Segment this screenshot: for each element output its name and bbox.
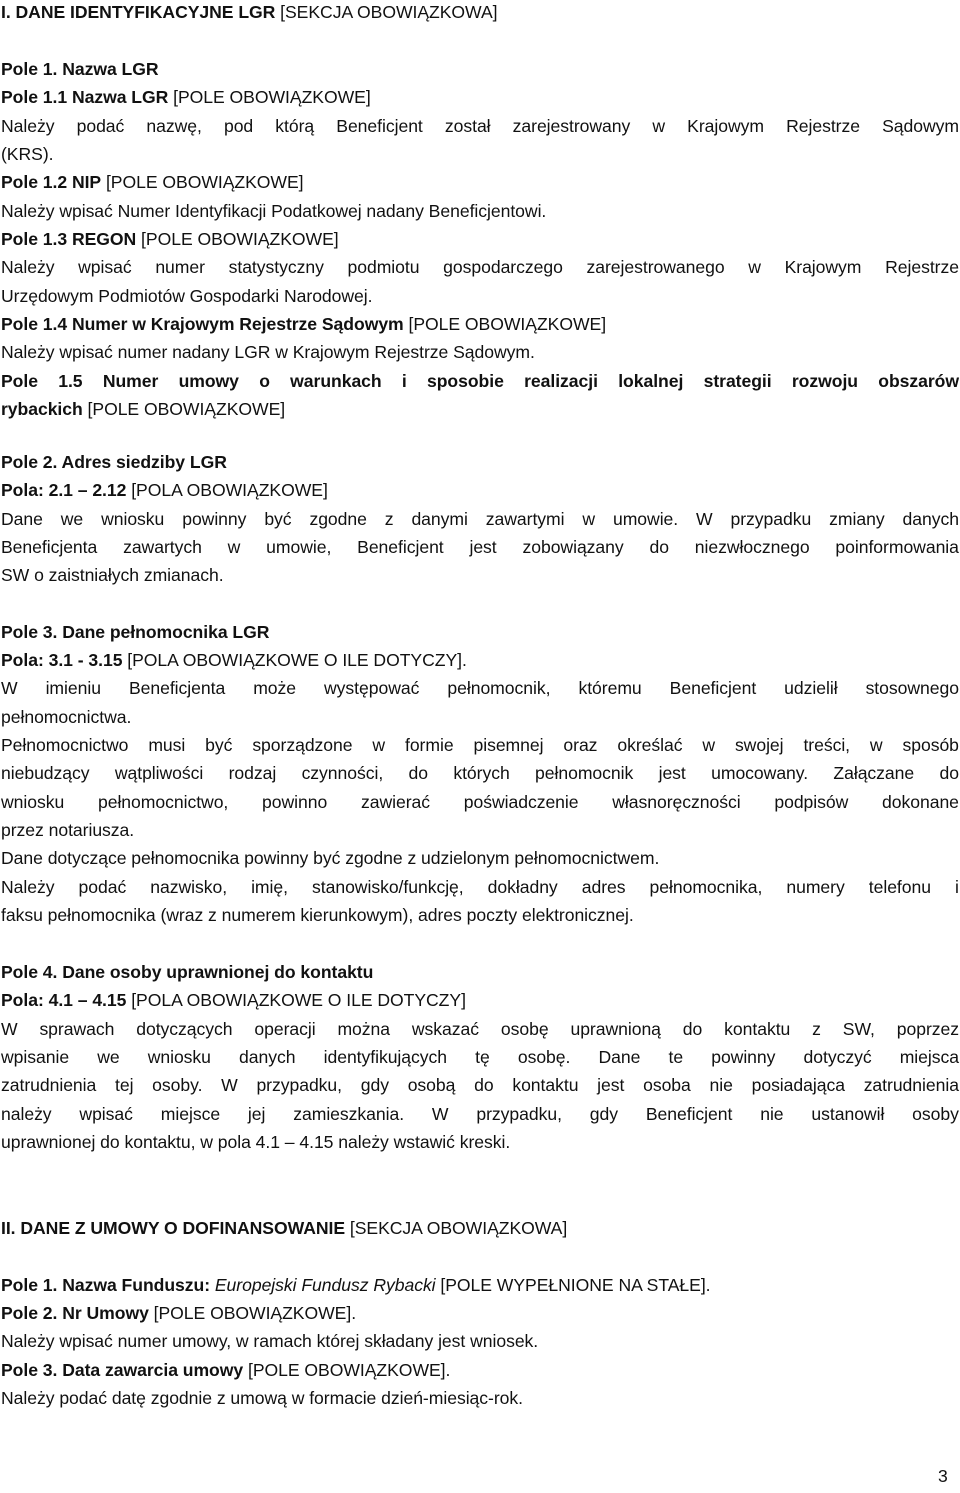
word: zatrudnienia xyxy=(863,1075,959,1095)
word: być xyxy=(264,509,292,529)
word: czynności, xyxy=(301,763,384,783)
word: gdy xyxy=(360,1075,389,1095)
word: pełnomocnik, xyxy=(447,678,551,698)
word: strategii xyxy=(703,371,772,391)
word: z xyxy=(384,509,394,529)
word: sporządzone xyxy=(252,735,353,755)
word: nazwisko, xyxy=(150,877,228,897)
word: w xyxy=(582,509,596,529)
word: zgodne xyxy=(309,509,367,529)
pole-1-4-tag: [POLE OBOWIĄZKOWE] xyxy=(403,314,607,334)
pole-4-tag: [POLA OBOWIĄZKOWE O ILE DOTYCZY] xyxy=(126,990,466,1010)
word: może xyxy=(253,678,297,698)
pole-3-desc-line-3 xyxy=(1,733,959,757)
word: zamieszkania. xyxy=(293,1104,405,1124)
word: własnoręczności xyxy=(612,792,741,812)
pole-2-tag: [POLA OBOWIĄZKOWE] xyxy=(126,480,328,500)
pole-4-title: Pole 4. Dane osoby uprawnionej do kontaktu xyxy=(1,962,374,982)
word: Dane xyxy=(1,509,43,529)
word: jej xyxy=(247,1104,266,1124)
word: danych xyxy=(239,1047,296,1067)
pole-1-2-label: Pole 1.2 NIP xyxy=(1,172,102,192)
s2-pole-2-label: Pole 2. Nr Umowy xyxy=(1,1303,149,1323)
section-1-heading xyxy=(1,0,959,24)
word: ustanowił xyxy=(811,1104,885,1124)
word: Beneficjenta xyxy=(1,537,98,557)
pole-1-2-heading xyxy=(1,170,959,194)
pole-1-3-desc-line-2: Urzędowym Podmiotów Gospodarki Narodowej. xyxy=(1,286,373,306)
word: do xyxy=(682,1019,703,1039)
pole-3-desc-line-5 xyxy=(1,790,959,814)
word: zmiany xyxy=(829,509,885,529)
word: lokalnej xyxy=(618,371,684,391)
word: być xyxy=(205,735,233,755)
s2-pole-3-label: Pole 3. Data zawarcia umowy xyxy=(1,1360,244,1380)
word: w xyxy=(702,735,716,755)
word: osoby. xyxy=(152,1075,203,1095)
word: Beneficjent xyxy=(336,116,423,136)
word: te xyxy=(668,1047,684,1067)
pole-3-range xyxy=(1,648,959,672)
pole-2-range-label: Pola: 2.1 – 2.12 xyxy=(1,480,127,500)
word: dokładny xyxy=(487,877,558,897)
word: i xyxy=(401,371,407,391)
word: zawierać xyxy=(360,792,430,812)
word: dotyczących xyxy=(136,1019,233,1039)
word: Załączane xyxy=(833,763,915,783)
word: sposób xyxy=(902,735,959,755)
word: stanowisko/funkcję, xyxy=(312,877,464,897)
pole-1-5-tag: [POLE OBOWIĄZKOWE] xyxy=(82,399,286,419)
word: gdy xyxy=(589,1104,618,1124)
word: obszarów xyxy=(878,371,959,391)
word: dotyczyć xyxy=(803,1047,872,1067)
pole-3-desc-line-6: przez notariusza. xyxy=(1,820,135,840)
s2-pole-1-label: Pole 1. Nazwa Funduszu: xyxy=(1,1275,211,1295)
word: zarejestrowany xyxy=(512,116,631,136)
word: i xyxy=(955,877,959,897)
pole-1-5-label-end: rybackich xyxy=(1,399,83,419)
word: osobą xyxy=(407,1075,456,1095)
word: do xyxy=(408,763,429,783)
word: W xyxy=(1,1019,18,1039)
word: 1.5 xyxy=(58,371,83,391)
pole-1-title: Pole 1. Nazwa LGR xyxy=(1,59,159,79)
word: kontaktu xyxy=(724,1019,791,1039)
word: jest xyxy=(469,537,497,557)
word: poświadczenie xyxy=(463,792,579,812)
word: osobę xyxy=(500,1019,549,1039)
word: Rejestrze xyxy=(885,257,959,277)
section-2-heading xyxy=(1,1216,959,1240)
word: rozwoju xyxy=(791,371,858,391)
pole-3-desc-line-2: pełnomocnictwa. xyxy=(1,707,132,727)
word: poprzez xyxy=(896,1019,959,1039)
pole-1-2-desc: Należy wpisać Numer Identyfikacji Podatkowej nadany Beneficjentowi. xyxy=(1,201,547,221)
word: w xyxy=(652,116,666,136)
pole-1-1-desc-line-1 xyxy=(1,114,959,138)
section-1-tag: [SEKCJA OBOWIĄZKOWA] xyxy=(275,2,498,22)
word: operacji xyxy=(254,1019,316,1039)
pole-1-3-desc-line-1 xyxy=(1,255,959,279)
pole-1-1-heading xyxy=(1,85,959,109)
s2-pole-2-desc: Należy wpisać numer umowy, w ramach której składany jest wniosek. xyxy=(1,1331,539,1351)
word: poinformowania xyxy=(835,537,959,557)
word: miejsce xyxy=(160,1104,221,1124)
word: powinny xyxy=(711,1047,776,1067)
word: określać xyxy=(617,735,683,755)
pole-3-desc-line-4 xyxy=(1,761,959,785)
word: do xyxy=(649,537,669,557)
word: do xyxy=(939,763,959,783)
word: wskazać xyxy=(411,1019,480,1039)
word: osoba xyxy=(643,1075,691,1095)
word: którą xyxy=(275,116,315,136)
word: Beneficjent xyxy=(357,537,444,557)
word: wpisanie xyxy=(1,1047,70,1067)
word: statystyczny xyxy=(228,257,324,277)
word: których xyxy=(453,763,510,783)
word: W xyxy=(431,1104,449,1124)
word: tę xyxy=(475,1047,490,1067)
word: Sądowym xyxy=(882,116,959,136)
word: Beneficjenta xyxy=(128,678,226,698)
pole-1-1-label: Pole 1.1 Nazwa LGR xyxy=(1,87,169,107)
word: wpisać xyxy=(78,257,132,277)
pole-3-tag: [POLA OBOWIĄZKOWE O ILE DOTYCZY]. xyxy=(122,650,467,670)
pole-1-5-heading-line-2 xyxy=(1,397,959,421)
pole-4-desc-line-5: uprawnionej do kontaktu, w pola 4.1 – 4.15 należy wstawić kreski. xyxy=(1,1132,511,1152)
pole-1-3-label: Pole 1.3 REGON xyxy=(1,229,137,249)
word: przypadku, xyxy=(476,1104,562,1124)
word: kontaktu xyxy=(512,1075,579,1095)
s2-pole-3-desc: Należy podać datę zgodnie z umową w formacie dzień-miesiąc-rok. xyxy=(1,1388,523,1408)
pole-2-desc-line-2 xyxy=(1,535,959,559)
s2-pole-2-line xyxy=(1,1301,959,1325)
pole-4-desc-line-3 xyxy=(1,1073,959,1097)
word: nie xyxy=(709,1075,733,1095)
word: wątpliwości xyxy=(114,763,204,783)
word: któremu xyxy=(578,678,642,698)
word: wniosku xyxy=(147,1047,211,1067)
word: swojej xyxy=(734,735,784,755)
pole-4-desc-line-1 xyxy=(1,1017,959,1041)
pole-2-desc-line-3: SW o zaistniałych zmianach. xyxy=(1,565,224,585)
word: nazwę, xyxy=(146,116,202,136)
word: podmiotu xyxy=(347,257,420,277)
word: osobę. xyxy=(517,1047,571,1067)
word: warunkach xyxy=(290,371,382,391)
word: został xyxy=(444,116,491,136)
word: udzielił xyxy=(784,678,838,698)
word: tej xyxy=(115,1075,134,1095)
pole-2-desc-line-1 xyxy=(1,507,959,531)
word: w xyxy=(869,735,883,755)
word: umowie. xyxy=(612,509,679,529)
pole-1-4-label: Pole 1.4 Numer w Krajowym Rejestrze Sądowym xyxy=(1,314,404,334)
pole-1-3-heading xyxy=(1,227,959,251)
word: wniosku xyxy=(1,792,65,812)
page-number: 3 xyxy=(938,1466,948,1486)
word: SW, xyxy=(842,1019,875,1039)
word: Beneficjent xyxy=(669,678,757,698)
pole-3-desc-line-9: faksu pełnomocnika (wraz z numerem kierunkowym), adres poczty elektronicznej. xyxy=(1,905,634,925)
pole-3-desc-line-1 xyxy=(1,676,959,700)
word: imię, xyxy=(251,877,288,897)
pole-3-range-label: Pola: 3.1 - 3.15 xyxy=(1,650,123,670)
word: danymi xyxy=(411,509,468,529)
pole-1-4-heading xyxy=(1,312,959,336)
word: gospodarczego xyxy=(443,257,563,277)
word: Należy xyxy=(1,116,55,136)
pole-4-range xyxy=(1,988,959,1012)
word: umowie, xyxy=(266,537,332,557)
s2-pole-3-tag: [POLE OBOWIĄZKOWE]. xyxy=(243,1360,451,1380)
pole-2-title: Pole 2. Adres siedziby LGR xyxy=(1,452,227,472)
word: W xyxy=(221,1075,238,1095)
word: Pełnomocnictwo xyxy=(1,735,129,755)
word: pełnomocnik xyxy=(535,763,634,783)
pole-1-2-tag: [POLE OBOWIĄZKOWE] xyxy=(101,172,304,192)
word: wniosku xyxy=(101,509,165,529)
word: sposobie xyxy=(427,371,504,391)
word: sprawach xyxy=(39,1019,115,1039)
word: do xyxy=(474,1075,494,1095)
word: miejsca xyxy=(899,1047,959,1067)
pole-2-range xyxy=(1,478,959,502)
pole-4-desc-line-4 xyxy=(1,1102,959,1126)
word: Należy xyxy=(1,257,55,277)
s2-pole-1-tag: [POLE WYPEŁNIONE NA STAŁE]. xyxy=(435,1275,711,1295)
word: jest xyxy=(597,1075,625,1095)
pole-1-4-desc: Należy wpisać numer nadany LGR w Krajowym Rejestrze Sądowym. xyxy=(1,342,535,362)
word: treści, xyxy=(803,735,851,755)
pole-3-title: Pole 3. Dane pełnomocnika LGR xyxy=(1,622,270,642)
word: pod xyxy=(223,116,254,136)
s2-pole-3-line xyxy=(1,1358,959,1382)
word: o xyxy=(259,371,270,391)
pole-1-5-heading-line-1 xyxy=(1,369,959,393)
word: występować xyxy=(324,678,420,698)
word: rodzaj xyxy=(228,763,277,783)
word: w xyxy=(748,257,761,277)
word: posiadająca xyxy=(751,1075,845,1095)
section-2-tag: [SEKCJA OBOWIĄZKOWA] xyxy=(345,1218,568,1238)
word: numery xyxy=(786,877,845,897)
s2-pole-2-tag: [POLE OBOWIĄZKOWE]. xyxy=(148,1303,357,1323)
word: jest xyxy=(658,763,686,783)
pole-1-3-tag: [POLE OBOWIĄZKOWE] xyxy=(136,229,339,249)
word: zarejestrowanego xyxy=(586,257,725,277)
word: formie xyxy=(404,735,454,755)
word: powinny xyxy=(182,509,247,529)
word: zawartymi xyxy=(485,509,565,529)
word: Pole xyxy=(1,371,38,391)
word: umowy xyxy=(178,371,239,391)
word: wpisać xyxy=(79,1104,133,1124)
word: we xyxy=(60,509,84,529)
word: oraz xyxy=(563,735,598,755)
word: należy xyxy=(1,1104,52,1124)
pole-3-desc-line-8 xyxy=(1,875,959,899)
word: w xyxy=(227,537,241,557)
word: umocowany. xyxy=(711,763,809,783)
word: zawartych xyxy=(123,537,202,557)
word: przypadku xyxy=(730,509,812,529)
pole-3-desc-line-7: Dane dotyczące pełnomocnika powinny być zgodne z udzielonym pełnomocnictwem. xyxy=(1,848,660,868)
word: identyfikujących xyxy=(323,1047,448,1067)
word: Beneficjent xyxy=(645,1104,733,1124)
word: realizacji xyxy=(524,371,598,391)
section-2-title: II. DANE Z UMOWY O DOFINANSOWANIE xyxy=(1,1218,346,1238)
word: numer xyxy=(155,257,205,277)
word: w xyxy=(372,735,386,755)
word: podać xyxy=(76,116,125,136)
word: zatrudnienia xyxy=(1,1075,97,1095)
pole-1-1-desc-line-2: (KRS). xyxy=(1,144,54,164)
word: przypadku, xyxy=(256,1075,342,1095)
pole-1-1-tag: [POLE OBOWIĄZKOWE] xyxy=(168,87,371,107)
word: niebudzący xyxy=(1,763,90,783)
s2-pole-1-line xyxy=(1,1273,959,1297)
word: osoby xyxy=(912,1104,959,1124)
s2-pole-1-fund-name: Europejski Fundusz Rybacki xyxy=(210,1275,436,1295)
word: można xyxy=(337,1019,391,1039)
word: adres xyxy=(581,877,626,897)
word: pełnomocnika, xyxy=(649,877,763,897)
word: powinno xyxy=(262,792,328,812)
pole-4-desc-line-2 xyxy=(1,1045,959,1069)
word: stosownego xyxy=(865,678,959,698)
word: niezwłocznego xyxy=(694,537,810,557)
word: zobowiązany xyxy=(522,537,624,557)
word: Krajowym xyxy=(687,116,764,136)
word: we xyxy=(97,1047,120,1067)
word: Dane xyxy=(598,1047,641,1067)
word: z xyxy=(812,1019,821,1039)
word: pełnomocnictwo, xyxy=(97,792,229,812)
word: nie xyxy=(760,1104,784,1124)
word: podać xyxy=(78,877,127,897)
pole-4-range-label: Pola: 4.1 – 4.15 xyxy=(1,990,127,1010)
word: uprawnioną xyxy=(570,1019,661,1039)
word: W xyxy=(1,678,18,698)
word: Rejestrze xyxy=(786,116,860,136)
word: W xyxy=(696,509,713,529)
word: musi xyxy=(148,735,186,755)
word: Należy xyxy=(1,877,55,897)
word: imieniu xyxy=(45,678,101,698)
word: telefonu xyxy=(868,877,931,897)
word: pisemnej xyxy=(473,735,544,755)
section-1-title: I. DANE IDENTYFIKACYJNE LGR xyxy=(1,2,276,22)
word: Numer xyxy=(102,371,159,391)
word: dokonane xyxy=(882,792,959,812)
word: podpisów xyxy=(774,792,849,812)
word: danych xyxy=(902,509,959,529)
word: Krajowym xyxy=(784,257,862,277)
